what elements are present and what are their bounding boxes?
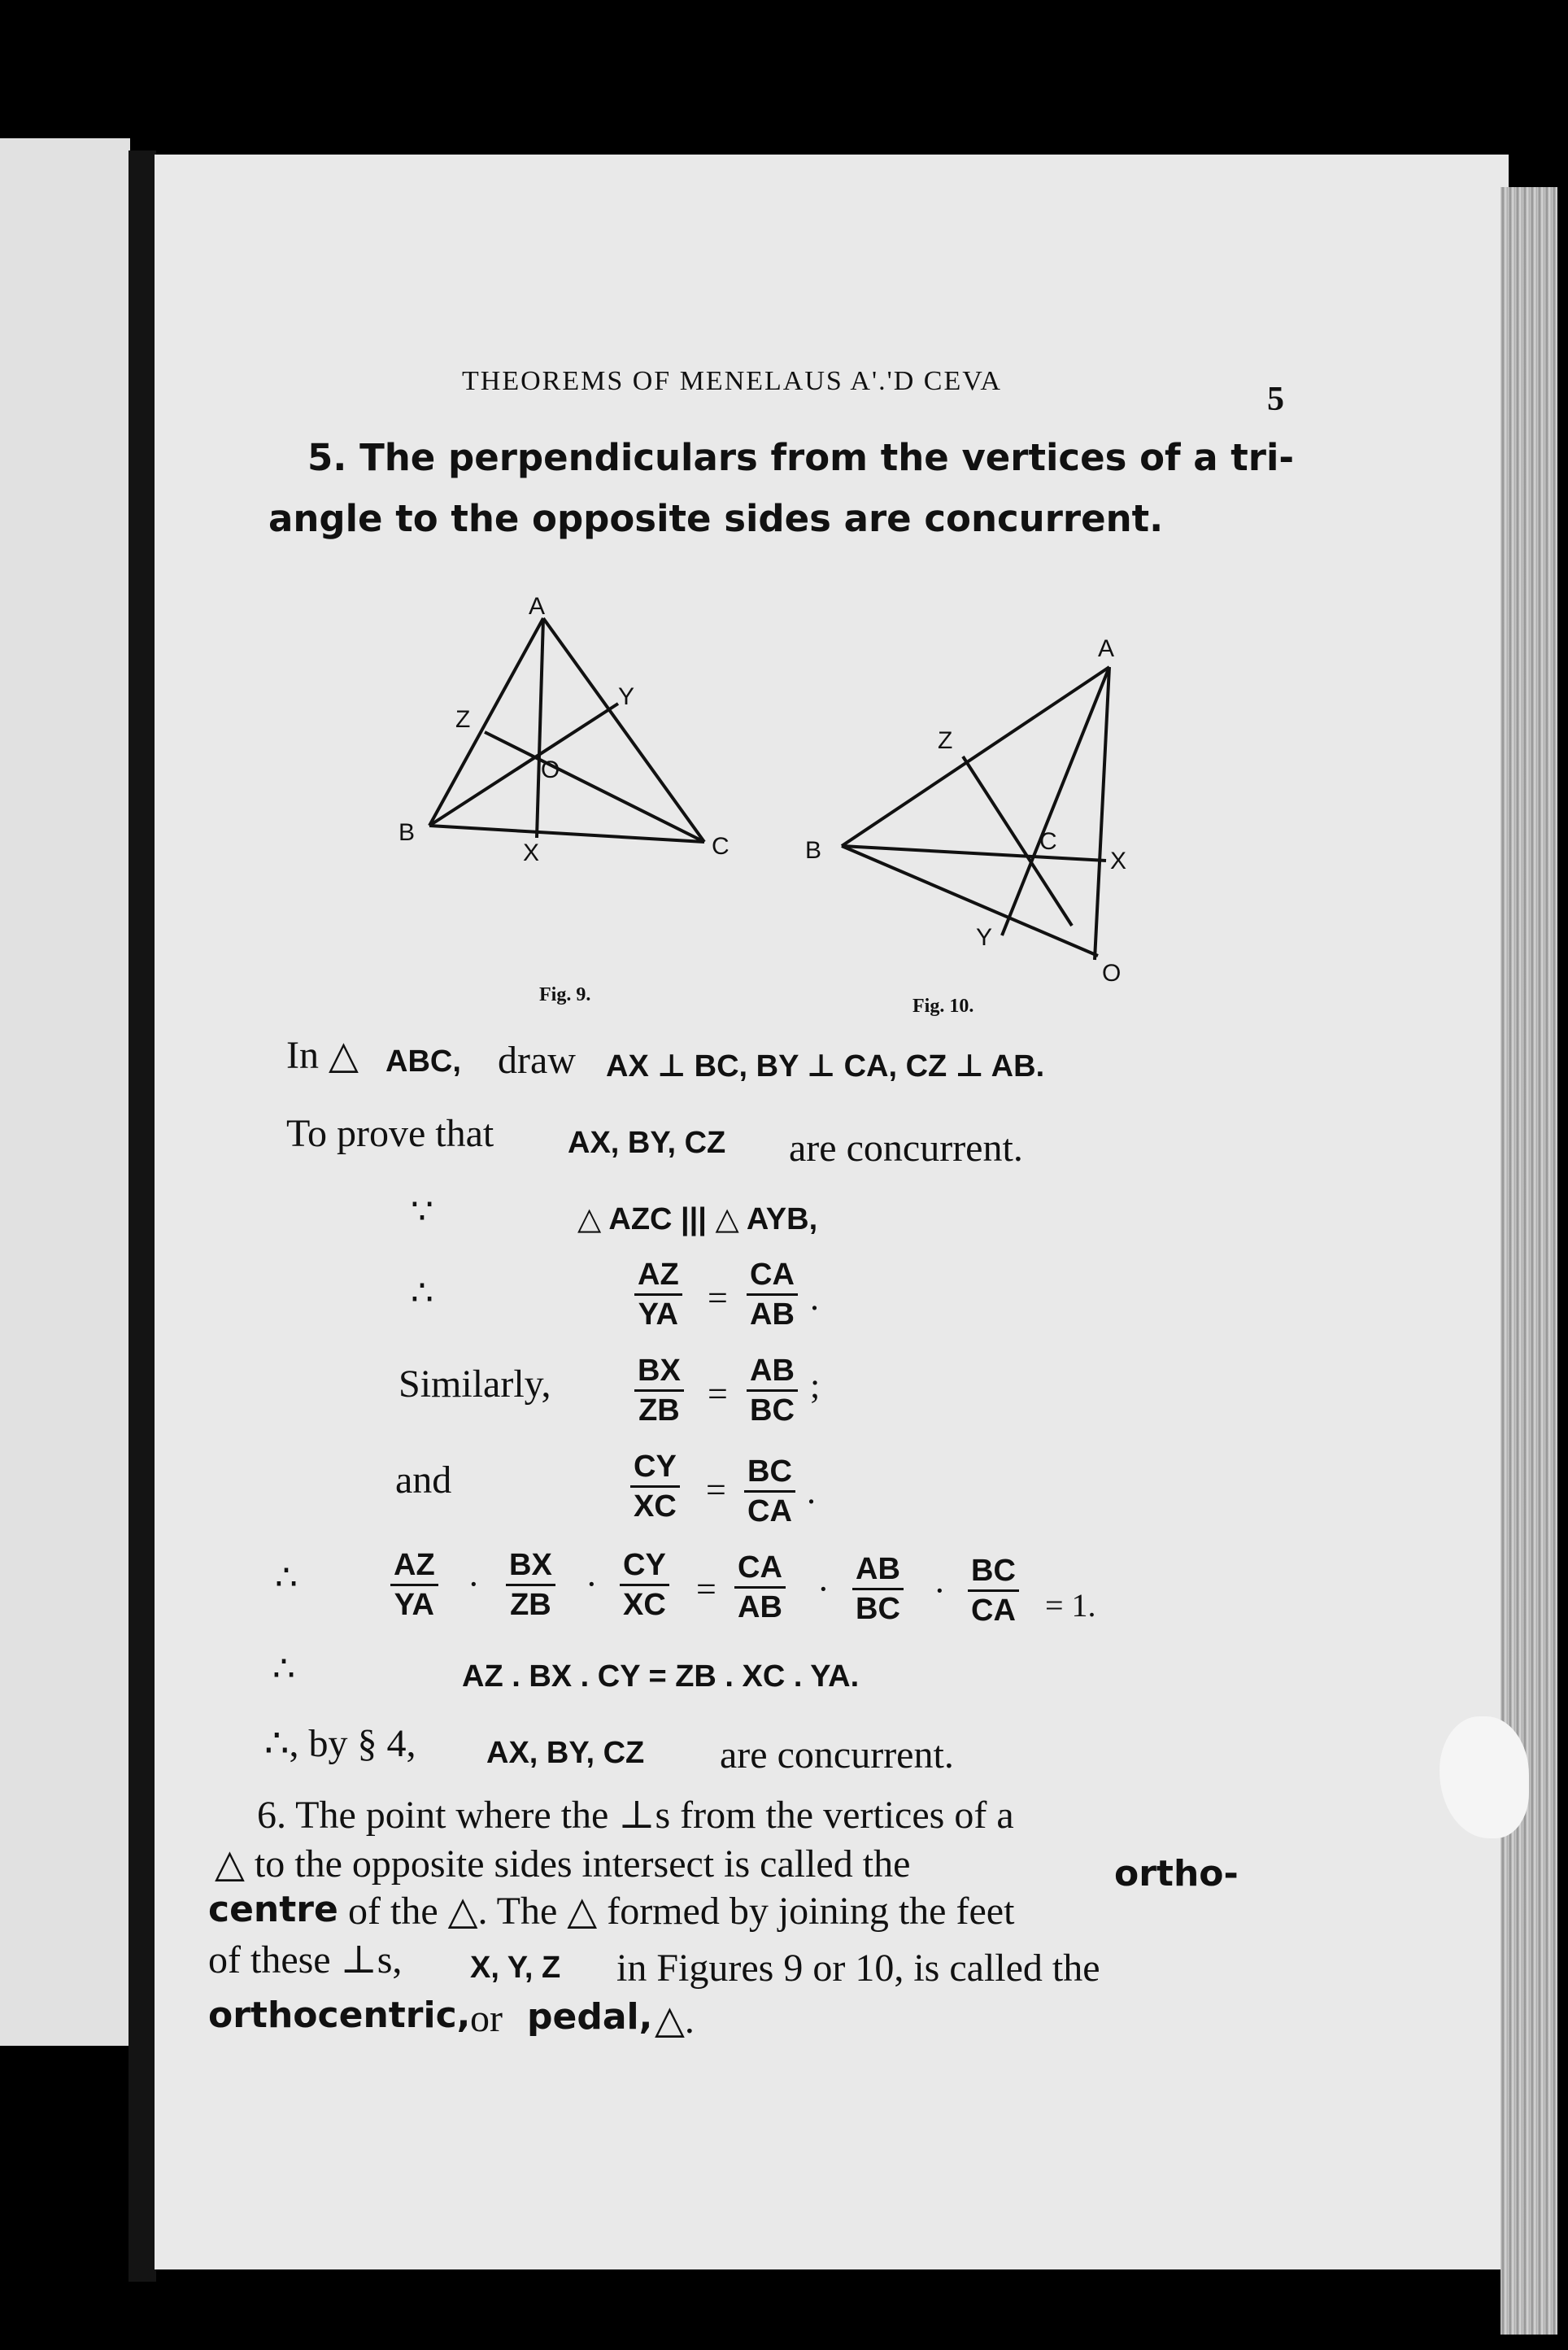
- and-label: and: [395, 1458, 452, 1502]
- page-number: 5: [1267, 381, 1284, 418]
- fig9-label-z: Z: [455, 706, 471, 733]
- fig10-label-o: O: [1102, 960, 1122, 987]
- fig10-line-bo: [842, 846, 1098, 956]
- therefore-symbol-1: ∴: [411, 1273, 433, 1313]
- fig10-label-a: A: [1098, 635, 1115, 662]
- fraction-bc-ca: $\frac{BC}{CA}$: [744, 1456, 795, 1527]
- term-pedal: pedal,: [527, 1996, 653, 2038]
- running-title: THEOREMS OF MENELAUS A'.'D CEVA: [462, 366, 1002, 396]
- product-fraction-bc-ca: $\frac{BC}{CA}$: [968, 1555, 1019, 1626]
- eq3-end: .: [807, 1471, 816, 1511]
- product-fraction-bx-zb: $\frac{BX}{ZB}$: [506, 1550, 555, 1620]
- conclusion-lines: AX, BY, CZ: [486, 1736, 645, 1770]
- fig10-line-bx: [842, 846, 1106, 861]
- fig10-label-y: Y: [976, 924, 993, 951]
- figure-9: [429, 618, 704, 842]
- figure-10-labels: [805, 635, 1126, 1017]
- section6-line1: 6. The point where the ⊥s from the vertices of a: [257, 1794, 1014, 1837]
- therefore-symbol-2: ∴: [275, 1558, 298, 1598]
- term-centre: centre: [208, 1889, 338, 1930]
- fig9-label-y: Y: [618, 683, 635, 710]
- dot-2: ·: [586, 1564, 598, 1604]
- construction-lines: AX ⊥ BC, BY ⊥ CA, CZ ⊥ AB.: [606, 1049, 1045, 1083]
- fig10-line-ay: [1002, 667, 1109, 935]
- fig10-caption: Fig. 10.: [912, 996, 974, 1017]
- conclusion-rest: are concurrent.: [720, 1733, 954, 1777]
- dot-3: ·: [817, 1569, 830, 1609]
- fig9-side-ac: [543, 618, 704, 842]
- fig10-line-ax-extended: [1095, 667, 1109, 960]
- fig9-label-a: A: [529, 593, 546, 620]
- product-equality: AZ . BX . CY = ZB . XC . YA.: [462, 1659, 860, 1694]
- section6-line4-c: in Figures 9 or 10, is called the: [616, 1947, 1100, 1990]
- equals-sign-1: =: [708, 1278, 728, 1318]
- section6-line3: of the △. The △ formed by joining the feet: [348, 1890, 1015, 1933]
- conclusion-intro: ∴, by § 4,: [264, 1722, 416, 1765]
- equals-sign-3: =: [706, 1470, 726, 1510]
- fig10-label-x: X: [1110, 848, 1127, 874]
- similarly-label: Similarly,: [399, 1362, 551, 1406]
- fraction-bx-zb: $\frac{BX}{ZB}$: [634, 1355, 684, 1426]
- fig9-caption: Fig. 9.: [539, 984, 591, 1005]
- fraction-az-ya: $\frac{AZ}{YA}$: [634, 1259, 682, 1330]
- to-prove-intro: To prove that: [286, 1112, 494, 1155]
- theorem-statement-line2: angle to the opposite sides are concurrent.: [268, 497, 1164, 540]
- fig9-side-ab: [429, 618, 543, 826]
- fig10-label-c: C: [1039, 828, 1057, 855]
- fig10-side-ab: [842, 667, 1109, 846]
- fraction-cy-xc: $\frac{CY}{XC}$: [630, 1451, 680, 1522]
- fig10-label-z: Z: [938, 727, 953, 754]
- fig9-label-b: B: [399, 819, 416, 846]
- section6-or: or: [470, 1997, 503, 2040]
- fraction-ab-bc: $\frac{AB}{BC}$: [747, 1355, 798, 1426]
- section6-line4-a: of these ⊥s,: [208, 1938, 403, 1982]
- construction-draw: draw: [498, 1039, 576, 1082]
- fig9-altitude-cz: [485, 732, 704, 842]
- fig10-label-b: B: [805, 837, 822, 864]
- theorem-statement-line1: 5. The perpendiculars from the vertices of a tri-: [307, 436, 1295, 479]
- similar-triangles: △ AZC ||| △ AYB,: [577, 1202, 818, 1236]
- fig9-side-bc: [429, 826, 704, 842]
- product-fraction-cy-xc: $\frac{CY}{XC}$: [620, 1550, 669, 1620]
- eq2-end: ;: [810, 1366, 821, 1406]
- product-fraction-ca-ab: $\frac{CA}{AB}$: [734, 1552, 786, 1623]
- to-prove-rest: are concurrent.: [789, 1127, 1023, 1170]
- section6-line2: △ to the opposite sides intersect is called the: [215, 1842, 911, 1886]
- fig9-label-c: C: [712, 833, 730, 860]
- term-orthocentric: orthocentric,: [208, 1995, 471, 2036]
- construction-abc: ABC,: [385, 1044, 461, 1079]
- figure-9-labels: [399, 593, 730, 1005]
- section6-end: △.: [655, 1999, 695, 2042]
- construction-in: In △: [286, 1034, 359, 1077]
- product-fraction-ab-bc: $\frac{AB}{BC}$: [852, 1554, 904, 1624]
- equals-sign-2: =: [708, 1374, 728, 1414]
- fraction-ca-ab: $\frac{CA}{AB}$: [747, 1259, 798, 1330]
- because-symbol: ∵: [411, 1192, 433, 1232]
- figure-10: [842, 667, 1109, 960]
- fig9-altitude-ax: [537, 618, 543, 838]
- product-result: = 1.: [1045, 1587, 1096, 1624]
- fig9-label-o: O: [541, 756, 560, 783]
- to-prove-lines: AX, BY, CZ: [568, 1126, 726, 1160]
- fig9-label-x: X: [523, 839, 540, 866]
- dot-4: ·: [934, 1571, 946, 1611]
- equals-sign-4: =: [696, 1569, 716, 1609]
- dot-1: ·: [468, 1564, 480, 1604]
- product-fraction-az-ya: $\frac{AZ}{YA}$: [390, 1550, 438, 1620]
- eq1-end: .: [810, 1278, 819, 1318]
- section6-xyz: X, Y, Z: [470, 1951, 561, 1985]
- therefore-symbol-3: ∴: [272, 1649, 295, 1689]
- term-ortho: ortho-: [1114, 1853, 1239, 1894]
